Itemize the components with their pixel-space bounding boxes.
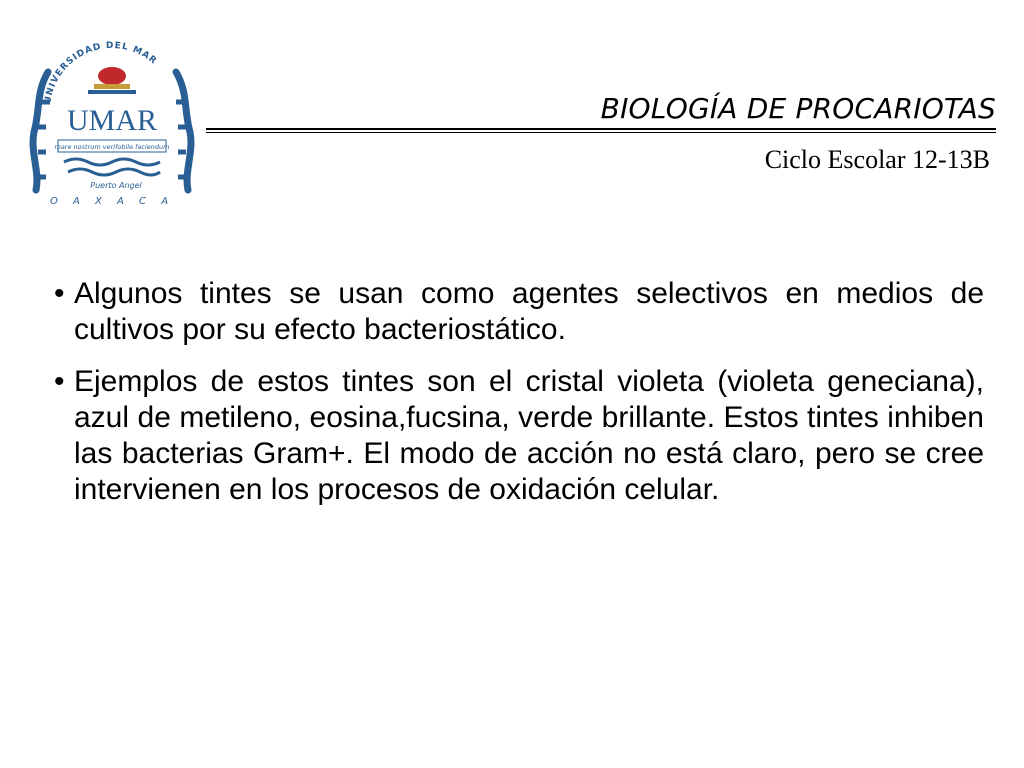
- logo-initials-text: UMAR: [66, 104, 158, 137]
- school-year: Ciclo Escolar 12-13B: [764, 145, 990, 174]
- bullet-text: Ejemplos de estos tintes son el cristal violeta (violeta geneciana), azul de metileno, eosina,fucsina, verde brillante. Estos tintes inhiben las bacterias Gram+. El modo de acción no está claro, pero se cree intervienen en los procesos de oxidación celular.: [74, 365, 984, 506]
- bullet-marker: •: [54, 365, 65, 398]
- bullet-item: [52, 364, 984, 508]
- logo-university-text: UNIVERSIDAD DEL MAR: [43, 40, 159, 105]
- umar-seal-icon: [28, 32, 198, 210]
- header-divider: [206, 128, 996, 130]
- logo-state-text: O A X A C A: [49, 196, 175, 207]
- bullet-text: Algunos tintes se usan como agentes selectivos en medios de cultivos por su efecto bacteriostático.: [74, 277, 984, 346]
- logo-campus-text: Puerto Angel: [90, 181, 142, 190]
- logo-motto-text: mare nostrum verifobile faciendum: [54, 143, 170, 151]
- university-logo: [28, 32, 198, 210]
- bullet-marker: •: [54, 277, 65, 310]
- bullet-item: [52, 276, 984, 348]
- slide-body: [52, 276, 984, 524]
- course-title: BIOLOGÍA DE PROCARIOTAS: [600, 92, 996, 125]
- header-divider-thin: [206, 132, 996, 133]
